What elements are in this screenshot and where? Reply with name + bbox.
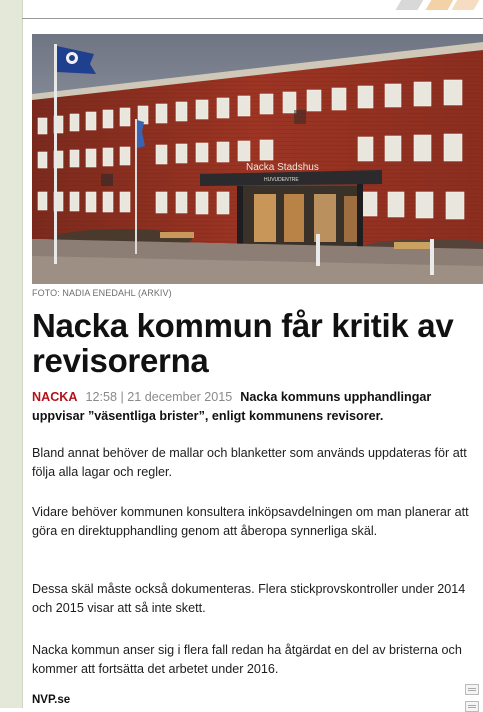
article-paragraph: Bland annat behöver de mallar och blanketter som används uppdateras för att följa alla lagar och regler.	[32, 446, 467, 479]
publish-timestamp: 12:58 | 21 december 2015	[85, 390, 233, 404]
small-window-icon[interactable]	[465, 684, 479, 695]
small-window-icon[interactable]	[465, 701, 479, 712]
article-source[interactable]: NVP.se	[32, 694, 71, 706]
left-gutter	[0, 0, 23, 708]
article-intro: Nacka kommuns upphandlingar uppvisar ”väsentliga brister”, enligt kommunens revisorer.	[32, 390, 432, 423]
article-photo[interactable]	[32, 34, 483, 284]
building-sign: Nacka Stadshus	[246, 162, 319, 173]
article-lead	[32, 388, 477, 426]
article-paragraph: Vidare behöver kommunen konsultera inköpsavdelningen om man planerar att göra en direktupphandling genom att åberopa synnerliga skäl.	[32, 505, 469, 538]
article-headline: Nacka kommun får kritik av revisorerna	[32, 307, 454, 379]
article-paragraph: Nacka kommun anser sig i flera fall redan ha åtgärdat en del av bristerna och kommer att fortsätta det arbetet under 2016.	[32, 643, 462, 676]
entrance-sign: HUVUDENTRE	[264, 177, 299, 183]
header-decoration	[393, 0, 483, 10]
section-label[interactable]: NACKA	[32, 390, 78, 404]
photo-caption: FOTO: NADIA ENEDAHL (ARKIV)	[32, 288, 172, 298]
article-paragraph: Dessa skäl måste också dokumenteras. Flera stickprovskontroller under 2014 och 2015 visar att så inte skett.	[32, 582, 466, 615]
top-divider	[22, 18, 483, 19]
